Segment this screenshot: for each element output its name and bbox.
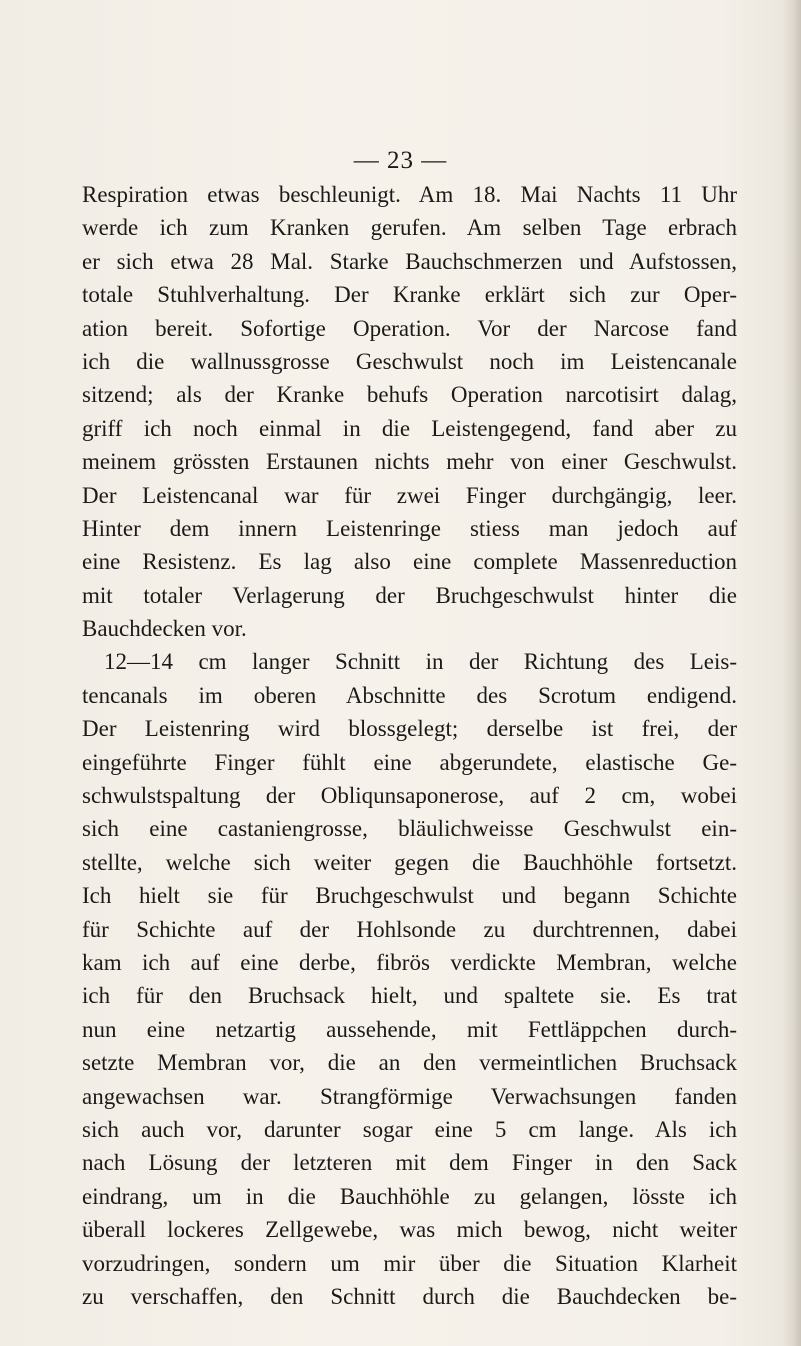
text-line: überall lockeres Zellgewebe, was mich bewog, nicht weiter: [82, 1217, 737, 1243]
text-line: ich die wallnussgrosse Geschwulst noch im Leistencanale: [82, 348, 737, 374]
text-line: für Schichte auf der Hohlsonde zu durchtrennen, dabei: [82, 916, 737, 942]
text-line-paragraph-end: Bauchdecken vor.: [82, 616, 247, 642]
text-line: nun eine netzartig aussehende, mit Fettläppchen durch-: [82, 1016, 737, 1042]
page-number: — 23 —: [353, 147, 448, 174]
text-line: zu verschaffen, den Schnitt durch die Bauchdecken be-: [82, 1283, 737, 1309]
text-line: meinem grössten Erstaunen nichts mehr von einer Geschwulst.: [82, 449, 737, 475]
text-line: Der Leistencanal war für zwei Finger durchgängig, leer.: [82, 482, 737, 508]
text-line: eingeführte Finger fühlt eine abgerundete, elastische Ge-: [82, 749, 737, 775]
text-line: eindrang, um in die Bauchhöhle zu gelangen, lösste ich: [82, 1183, 737, 1209]
text-line: werde ich zum Kranken gerufen. Am selben Tage erbrach: [82, 215, 737, 241]
text-line: Ich hielt sie für Bruchgeschwulst und begann Schichte: [82, 883, 737, 909]
text-line: kam ich auf eine derbe, fibrös verdickte Membran, welche: [82, 949, 737, 975]
text-line: griff ich noch einmal in die Leistengegend, fand aber zu: [82, 415, 737, 441]
text-line: ich für den Bruchsack hielt, und spaltete sie. Es trat: [82, 983, 737, 1009]
text-line: sitzend; als der Kranke behufs Operation narcotisirt dalag,: [82, 382, 737, 408]
text-line: totale Stuhlverhaltung. Der Kranke erklärt sich zur Oper-: [82, 282, 737, 308]
text-line: vorzudringen, sondern um mir über die Situation Klarheit: [82, 1250, 737, 1276]
text-line-paragraph-start: 12—14 cm langer Schnitt in der Richtung des Leis-: [104, 649, 737, 675]
page-edge-shadow: [783, 0, 801, 1346]
text-line: Hinter dem innern Leistenringe stiess man jedoch auf: [82, 515, 737, 541]
text-line: ation bereit. Sofortige Operation. Vor der Narcose fand: [82, 315, 737, 341]
text-line: er sich etwa 28 Mal. Starke Bauchschmerzen und Aufstossen,: [82, 248, 737, 274]
text-line: nach Lösung der letzteren mit dem Finger in den Sack: [82, 1150, 737, 1176]
text-line: tencanals im oberen Abschnitte des Scrotum endigend.: [82, 682, 737, 708]
text-line: setzte Membran vor, die an den vermeintlichen Bruchsack: [82, 1050, 737, 1076]
text-line: stellte, welche sich weiter gegen die Bauchhöhle fortsetzt.: [82, 849, 737, 875]
text-line: Der Leistenring wird blossgelegt; derselbe ist frei, der: [82, 716, 737, 742]
text-line: sich auch vor, darunter sogar eine 5 cm lange. Als ich: [82, 1116, 737, 1142]
body-text: [82, 178, 737, 1313]
text-line: schwulstspaltung der Obliqunsaponerose, auf 2 cm, wobei: [82, 783, 737, 809]
text-line: sich eine castaniengrosse, bläulichweisse Geschwulst ein-: [82, 816, 737, 842]
text-line: Respiration etwas beschleunigt. Am 18. Mai Nachts 11 Uhr: [82, 182, 737, 207]
text-line: angewachsen war. Strangförmige Verwachsungen fanden: [82, 1083, 737, 1109]
text-line: eine Resistenz. Es lag also eine complete Massenreduction: [82, 549, 737, 575]
text-line: mit totaler Verlagerung der Bruchgeschwulst hinter die: [82, 582, 737, 608]
